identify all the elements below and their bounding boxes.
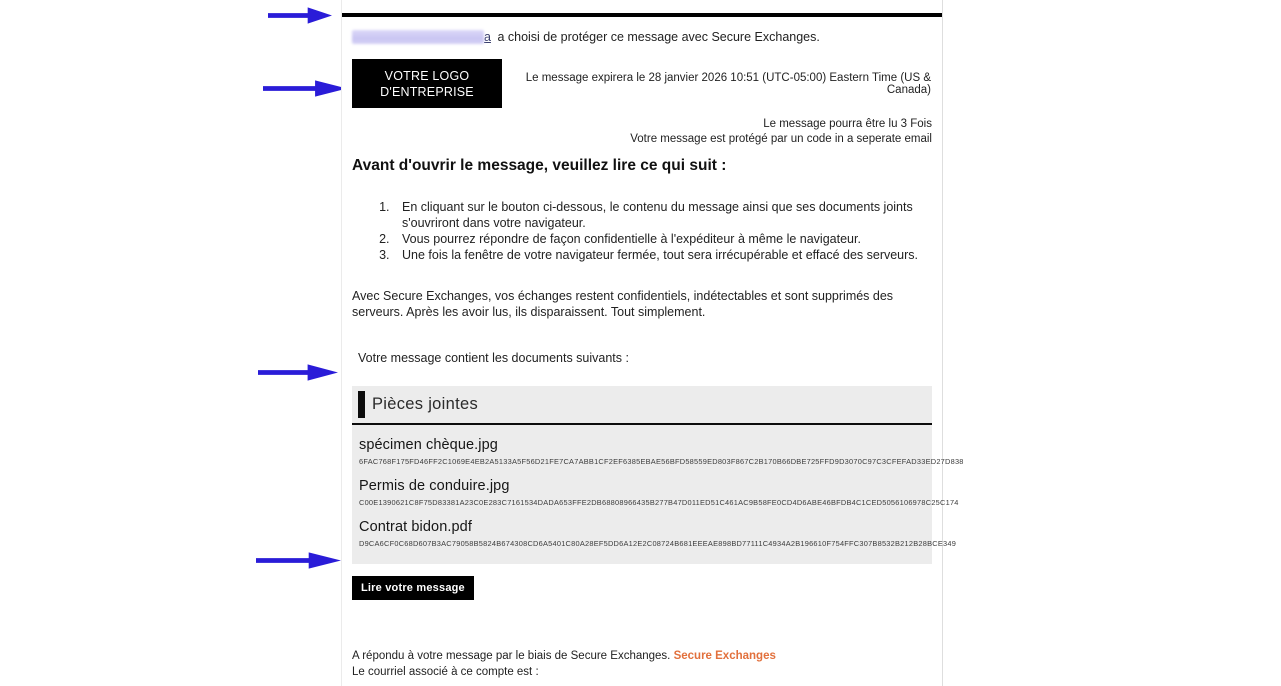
annotation-arrow-attachments: [258, 362, 338, 383]
logo-line-1: VOTRE LOGO: [384, 68, 470, 83]
code-protection-notice: Votre message est protégé par un code in a seperate email: [630, 132, 932, 145]
annotation-arrow-logo: [263, 78, 347, 99]
message-meta: [352, 117, 932, 146]
read-message-button[interactable]: Lire votre message: [352, 576, 474, 600]
attachment-item: [352, 466, 959, 507]
company-logo: [352, 59, 502, 108]
attachment-name: spécimen chèque.jpg: [359, 437, 498, 453]
arrow-right-icon: [263, 78, 347, 99]
footer-reply-line: [352, 649, 932, 665]
attachment-hash: C00E1390621C8F75D83381A23C0E283C7161534DADA653FFE2DB68808966435B277B47D011ED51C461AC9B58FE0CD4D6ABE46BFDB4C1CED5056106978C25C174: [359, 498, 959, 507]
arrow-right-icon: [268, 5, 332, 26]
footer-reply-text: A répondu à votre message par le biais de Secure Exchanges.: [352, 650, 671, 662]
attachment-item: [352, 507, 957, 548]
secure-exchanges-link[interactable]: Secure Exchanges: [673, 650, 776, 662]
redacted-sender-email[interactable]: [352, 30, 484, 44]
sender-email-tail[interactable]: a: [484, 30, 491, 44]
service-pitch: Avec Secure Exchanges, vos échanges restent confidentiels, indétectables et sont supprimés des serveurs. Après les avoir lus, ils disparaissent. Tout simplement.: [352, 289, 894, 319]
instruction-item-1: 1. En cliquant sur le bouton ci-dessous, le contenu du message ainsi que ses documents joints s'ouvriront dans votre navigateur.: [393, 200, 926, 231]
intro-text: a choisi de protéger ce message avec Secure Exchanges.: [497, 30, 820, 44]
attachment-hash: 6FAC768F175FD46FF2C1069E4EB2A5133A5F56D21FE7CA7ABB1CF2EF6385EBAE56BFD58559ED803F867C2B170B66DBE725FFD9D3070C97C3CFEFAD33ED27D838: [359, 457, 964, 466]
instructions-list: [393, 200, 932, 263]
attachment-name: Permis de conduire.jpg: [359, 478, 510, 494]
logo-line-2: D'ENTREPRISE: [380, 84, 474, 99]
arrow-right-icon: [258, 362, 338, 383]
documents-intro: Votre message contient les documents suivants :: [358, 351, 629, 365]
attachments-header: Pièces jointes: [352, 386, 932, 425]
attachments-panel: [352, 386, 964, 564]
pre-open-heading: Avant d'ouvrir le message, veuillez lire ce qui suit :: [352, 157, 727, 174]
attachment-item: [352, 425, 964, 466]
instruction-item-3: 3. Une fois la fenêtre de votre navigateur fermée, tout sera irrécupérable et effacé des serveurs.: [393, 248, 926, 264]
sender-intro-line: [352, 30, 932, 45]
footer-account-line: Le courriel associé à ce compte est :: [352, 665, 539, 678]
annotation-arrow-top-bar: [268, 5, 332, 26]
attachment-hash: D9CA6CF0C68D607B3AC79058B5824B674308CD6A5401C80A28EF5DD6A12E2C08724B681EEEAE898BD77111C4934A2B196610F754FFC307B8532B212B28BCE349: [359, 539, 957, 548]
read-limit-notice: Le message pourra être lu 3 Fois: [763, 118, 932, 130]
attachment-name: Contrat bidon.pdf: [359, 519, 472, 535]
email-message-body: [341, 0, 964, 686]
annotation-arrow-read-button: [256, 550, 341, 571]
logo-row: [352, 59, 932, 108]
email-footer: [352, 649, 932, 680]
email-top-border: [342, 13, 942, 17]
expiry-notice: Le message expirera le 28 janvier 2026 10:51 (UTC-05:00) Eastern Time (US & Canada): [525, 71, 931, 96]
arrow-right-icon: [256, 550, 341, 571]
instruction-item-2: 2. Vous pourrez répondre de façon confidentielle à l'expéditeur à même le navigateur.: [393, 232, 926, 248]
